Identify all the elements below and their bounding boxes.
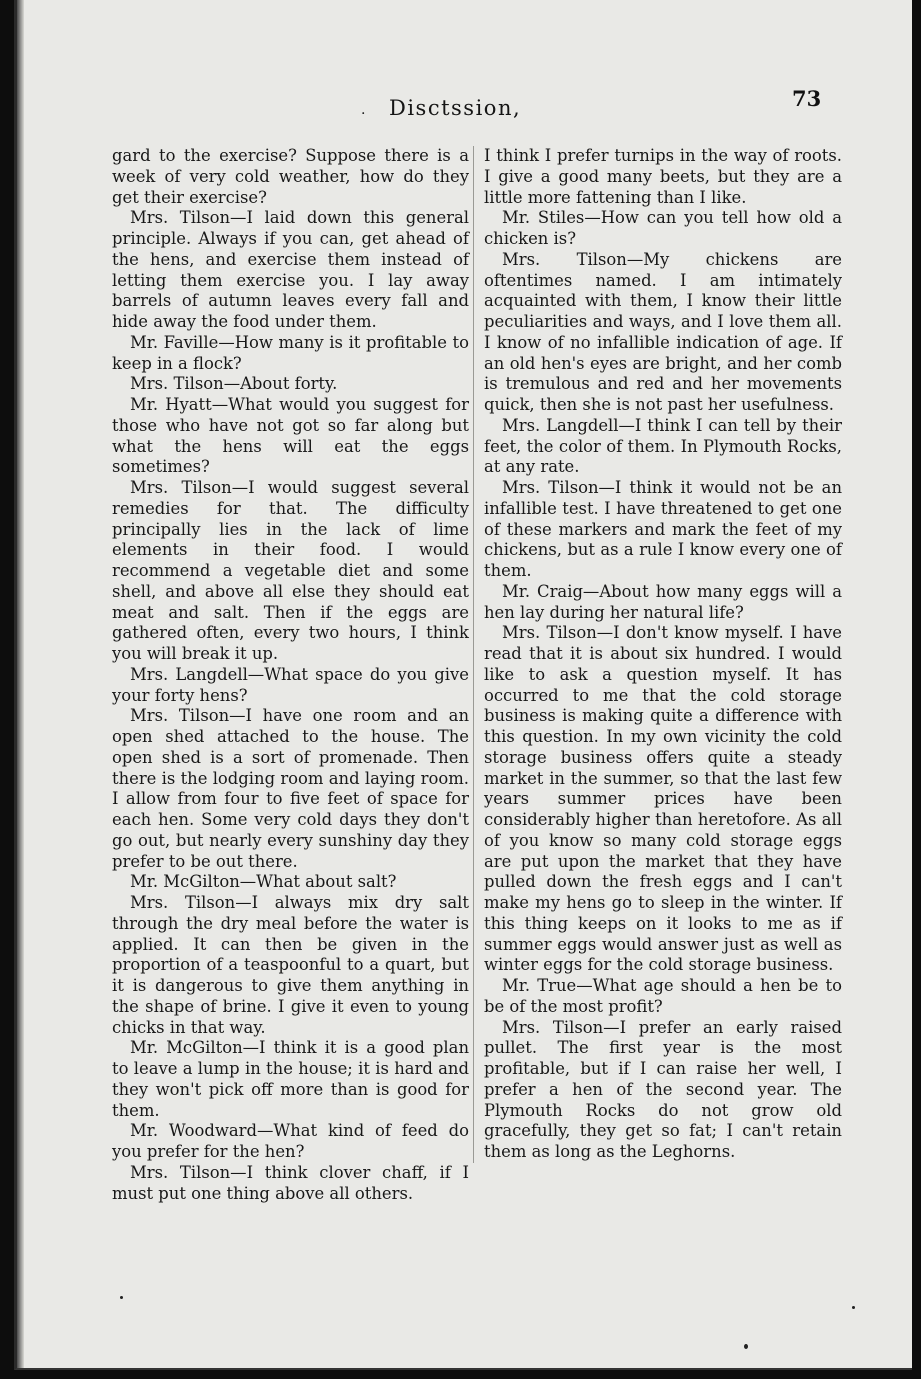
paragraph: Mrs. Langdell—I think I can tell by their feet, the color of them. In Plymouth Rocks, at any rate. bbox=[484, 415, 842, 477]
paragraph: Mr. Woodward—What kind of feed do you prefer for the hen? bbox=[112, 1121, 469, 1161]
right-column bbox=[473, 146, 842, 1163]
paragraph: Mrs. Tilson—My chickens are oftentimes named. I am intimately acquainted with them, I know their little peculiarities and ways, and I love them all. I know of no infallible indication of age. If an old hen's eyes are bright, and her comb is tremulous and red and her movements quick, then she is not past her usefulness. bbox=[484, 249, 842, 414]
running-title-text: Disctssion, bbox=[389, 96, 522, 120]
paragraph: Mr. Faville—How many is it profitable to keep in a flock? bbox=[112, 332, 469, 373]
running-head bbox=[17, 86, 912, 128]
paragraph: Mrs. Tilson—I always mix dry salt through the dry meal before the water is applied. It can then be given in the proportion of a teaspoonful to a quart, but it is dangerous to give them anything in the shape of brine. I give it even to young chicks in that way. bbox=[112, 893, 469, 1037]
paragraph: Mrs. Tilson—I prefer an early raised pullet. The first year is the most profitable, but if I can raise her well, I prefer a hen of the second year. The Plymouth Rocks do not grow old gracefully, they get so fat; I can't retain them as long as the Leghorns. bbox=[484, 1017, 842, 1161]
paragraph: Mr. McGilton—I think it is a good plan to leave a lump in the house; it is hard and they won't pick off more than is good for them. bbox=[112, 1038, 469, 1120]
left-column bbox=[112, 146, 469, 1204]
paragraph: Mr. McGilton—What about salt? bbox=[130, 872, 397, 892]
paragraph: Mrs. Tilson—I would suggest several remedies for that. The difficulty principally lies in the lack of lime elements in their food. I would recommend a vegetable diet and some shell, and above all else they should eat meat and salt. Then if the eggs are gathered often, every two hours, I think you will break it up. bbox=[112, 478, 469, 663]
running-title: . Disctssion, bbox=[361, 96, 522, 120]
book-page bbox=[14, 0, 912, 1370]
paragraph: Mr. Stiles—How can you tell how old a chicken is? bbox=[484, 208, 842, 248]
ink-speck bbox=[744, 1344, 748, 1349]
paragraph: Mrs. Tilson—I don't know myself. I have read that it is about six hundred. I would like to ask a question myself. It has occurred to me that the cold storage business is making quite a difference with this question. In my own vicinity the cold storage business offers quite a steady market in the summer, so that the last few years summer prices have been considerably higher than heretofore. As all of you know so many cold storage eggs are put upon the market that they have pulled down the fresh eggs and I can't make my hens go to sleep in the winter. If this thing keeps on it looks to me as if summer eggs would answer just as well as winter eggs for the cold storage business. bbox=[484, 623, 842, 975]
paragraph: Mrs. Langdell—What space do you give your forty hens? bbox=[112, 664, 469, 705]
paragraph: Mrs. Tilson—About forty. bbox=[130, 374, 338, 394]
paragraph: Mrs. Tilson—I laid down this general principle. Always if you can, get ahead of the hens, and exercise them instead of letting them exercise you. I lay away barrels of autumn leaves every fall and hide away the food under them. bbox=[112, 208, 469, 331]
paragraph: Mr. Hyatt—What would you suggest for those who have not got so far along but what the hens will eat the eggs sometimes? bbox=[112, 395, 469, 477]
paragraph: Mrs. Tilson—I have one room and an open shed attached to the house. The open shed is a sort of promenade. Then there is the lodging room and laying room. I allow from four to five feet of space for each hen. Some very cold days they don't go out, but nearly every sunshiny day they prefer to be out there. bbox=[112, 706, 469, 871]
paragraph: I think I prefer turnips in the way of roots. I give a good many beets, but they are a little more fattening than I like. bbox=[484, 146, 842, 207]
paragraph: Mrs. Tilson—I think it would not be an infallible test. I have threatened to get one of these markers and mark the feet of my chickens, but as a rule I know every one of them. bbox=[484, 478, 842, 580]
paragraph: Mr. Craig—About how many eggs will a hen lay during her natural life? bbox=[484, 581, 842, 622]
paragraph: Mr. True—What age should a hen be to be of the most profit? bbox=[484, 976, 842, 1016]
page-number: 73 bbox=[792, 86, 822, 111]
paragraph: gard to the exercise? Suppose there is a week of very cold weather, how do they get their exercise? bbox=[112, 146, 469, 207]
paragraph: Mrs. Tilson—I think clover chaff, if I must put one thing above all others. bbox=[112, 1162, 469, 1203]
ink-speck bbox=[120, 1296, 123, 1299]
ink-speck bbox=[852, 1306, 855, 1309]
